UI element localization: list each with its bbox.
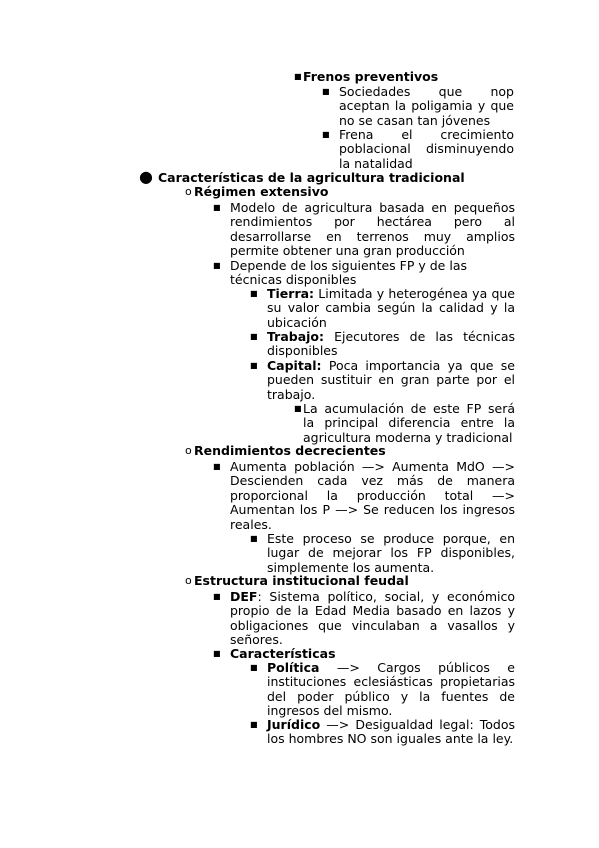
- square-bullet-icon: ■: [250, 534, 258, 543]
- list-item: Este proceso se produce porque, en lugar de mejorar los FP disponibles, simplemente los aumenta.: [267, 531, 515, 575]
- square-bullet-icon: ■: [213, 203, 221, 212]
- ring-bullet-icon: o: [185, 444, 192, 457]
- list-item: Características: [230, 646, 336, 661]
- list-item: Modelo de agricultura basada en pequeños rendimientos por hectárea pero al desarrollarse en terrenos muy amplios permite obtener una gran producción: [230, 200, 515, 259]
- subsection-heading: Régimen extensivo: [194, 184, 329, 199]
- list-item: Política —> Cargos públicos e instituciones eclesiásticas propietarias del poder público y la fuentes de ingresos del mismo.: [267, 660, 515, 719]
- ring-bullet-icon: o: [185, 185, 192, 198]
- subsection-heading: Rendimientos decrecientes: [194, 443, 386, 458]
- square-bullet-icon: ■: [250, 332, 258, 341]
- ring-bullet-icon: o: [185, 574, 192, 587]
- square-bullet-icon: ■: [250, 663, 258, 672]
- list-item: La acumulación de este FP será la principal diferencia entre la agricultura moderna y tradicional: [303, 401, 515, 445]
- square-bullet-icon: ■: [213, 592, 221, 601]
- square-bullet-icon: ■: [213, 462, 221, 471]
- square-bullet-icon: ■: [322, 130, 330, 139]
- list-item: Jurídico —> Desigualdad legal: Todos los hombres NO son iguales ante la ley.: [267, 717, 515, 747]
- list-item: Sociedades que nop aceptan la poligamia y que no se casan tan jóvenes: [339, 84, 514, 128]
- dot-bullet-icon: ●: [139, 167, 153, 186]
- square-bullet-icon: ■: [250, 720, 258, 729]
- square-bullet-icon: ■: [294, 404, 302, 413]
- square-bullet-icon: ■: [250, 361, 258, 370]
- subsection-heading: Estructura institucional feudal: [194, 573, 409, 588]
- square-bullet-icon: ■: [294, 72, 302, 81]
- section-heading: Características de la agricultura tradicional: [158, 170, 465, 185]
- list-item: Capital: Poca importancia ya que se pueden sustituir en gran parte por el trabajo.: [267, 358, 515, 402]
- square-bullet-icon: ■: [322, 87, 330, 96]
- list-item: DEF: Sistema político, social, y económico propio de la Edad Media basado en lazos y obligaciones que vinculaban a vasallos y señores.: [230, 589, 515, 648]
- frenos-heading: Frenos preventivos: [303, 69, 439, 84]
- square-bullet-icon: ■: [213, 649, 221, 658]
- list-item: Frena el crecimiento poblacional disminuyendo la natalidad: [339, 127, 514, 171]
- list-item: Depende de los siguientes FP y de las técnicas disponibles: [230, 258, 467, 288]
- list-item: Trabajo: Ejecutores de las técnicas disponibles: [267, 329, 515, 359]
- square-bullet-icon: ■: [213, 261, 221, 270]
- square-bullet-icon: ■: [250, 289, 258, 298]
- list-item: Tierra: Limitada y heterogénea ya que su valor cambia según la calidad y la ubicación: [267, 286, 515, 330]
- list-item: Aumenta población —> Aumenta MdO —> Descienden cada vez más de manera proporcional la producción total —> Aumentan los P —> Se reducen los ingresos reales.: [230, 459, 515, 532]
